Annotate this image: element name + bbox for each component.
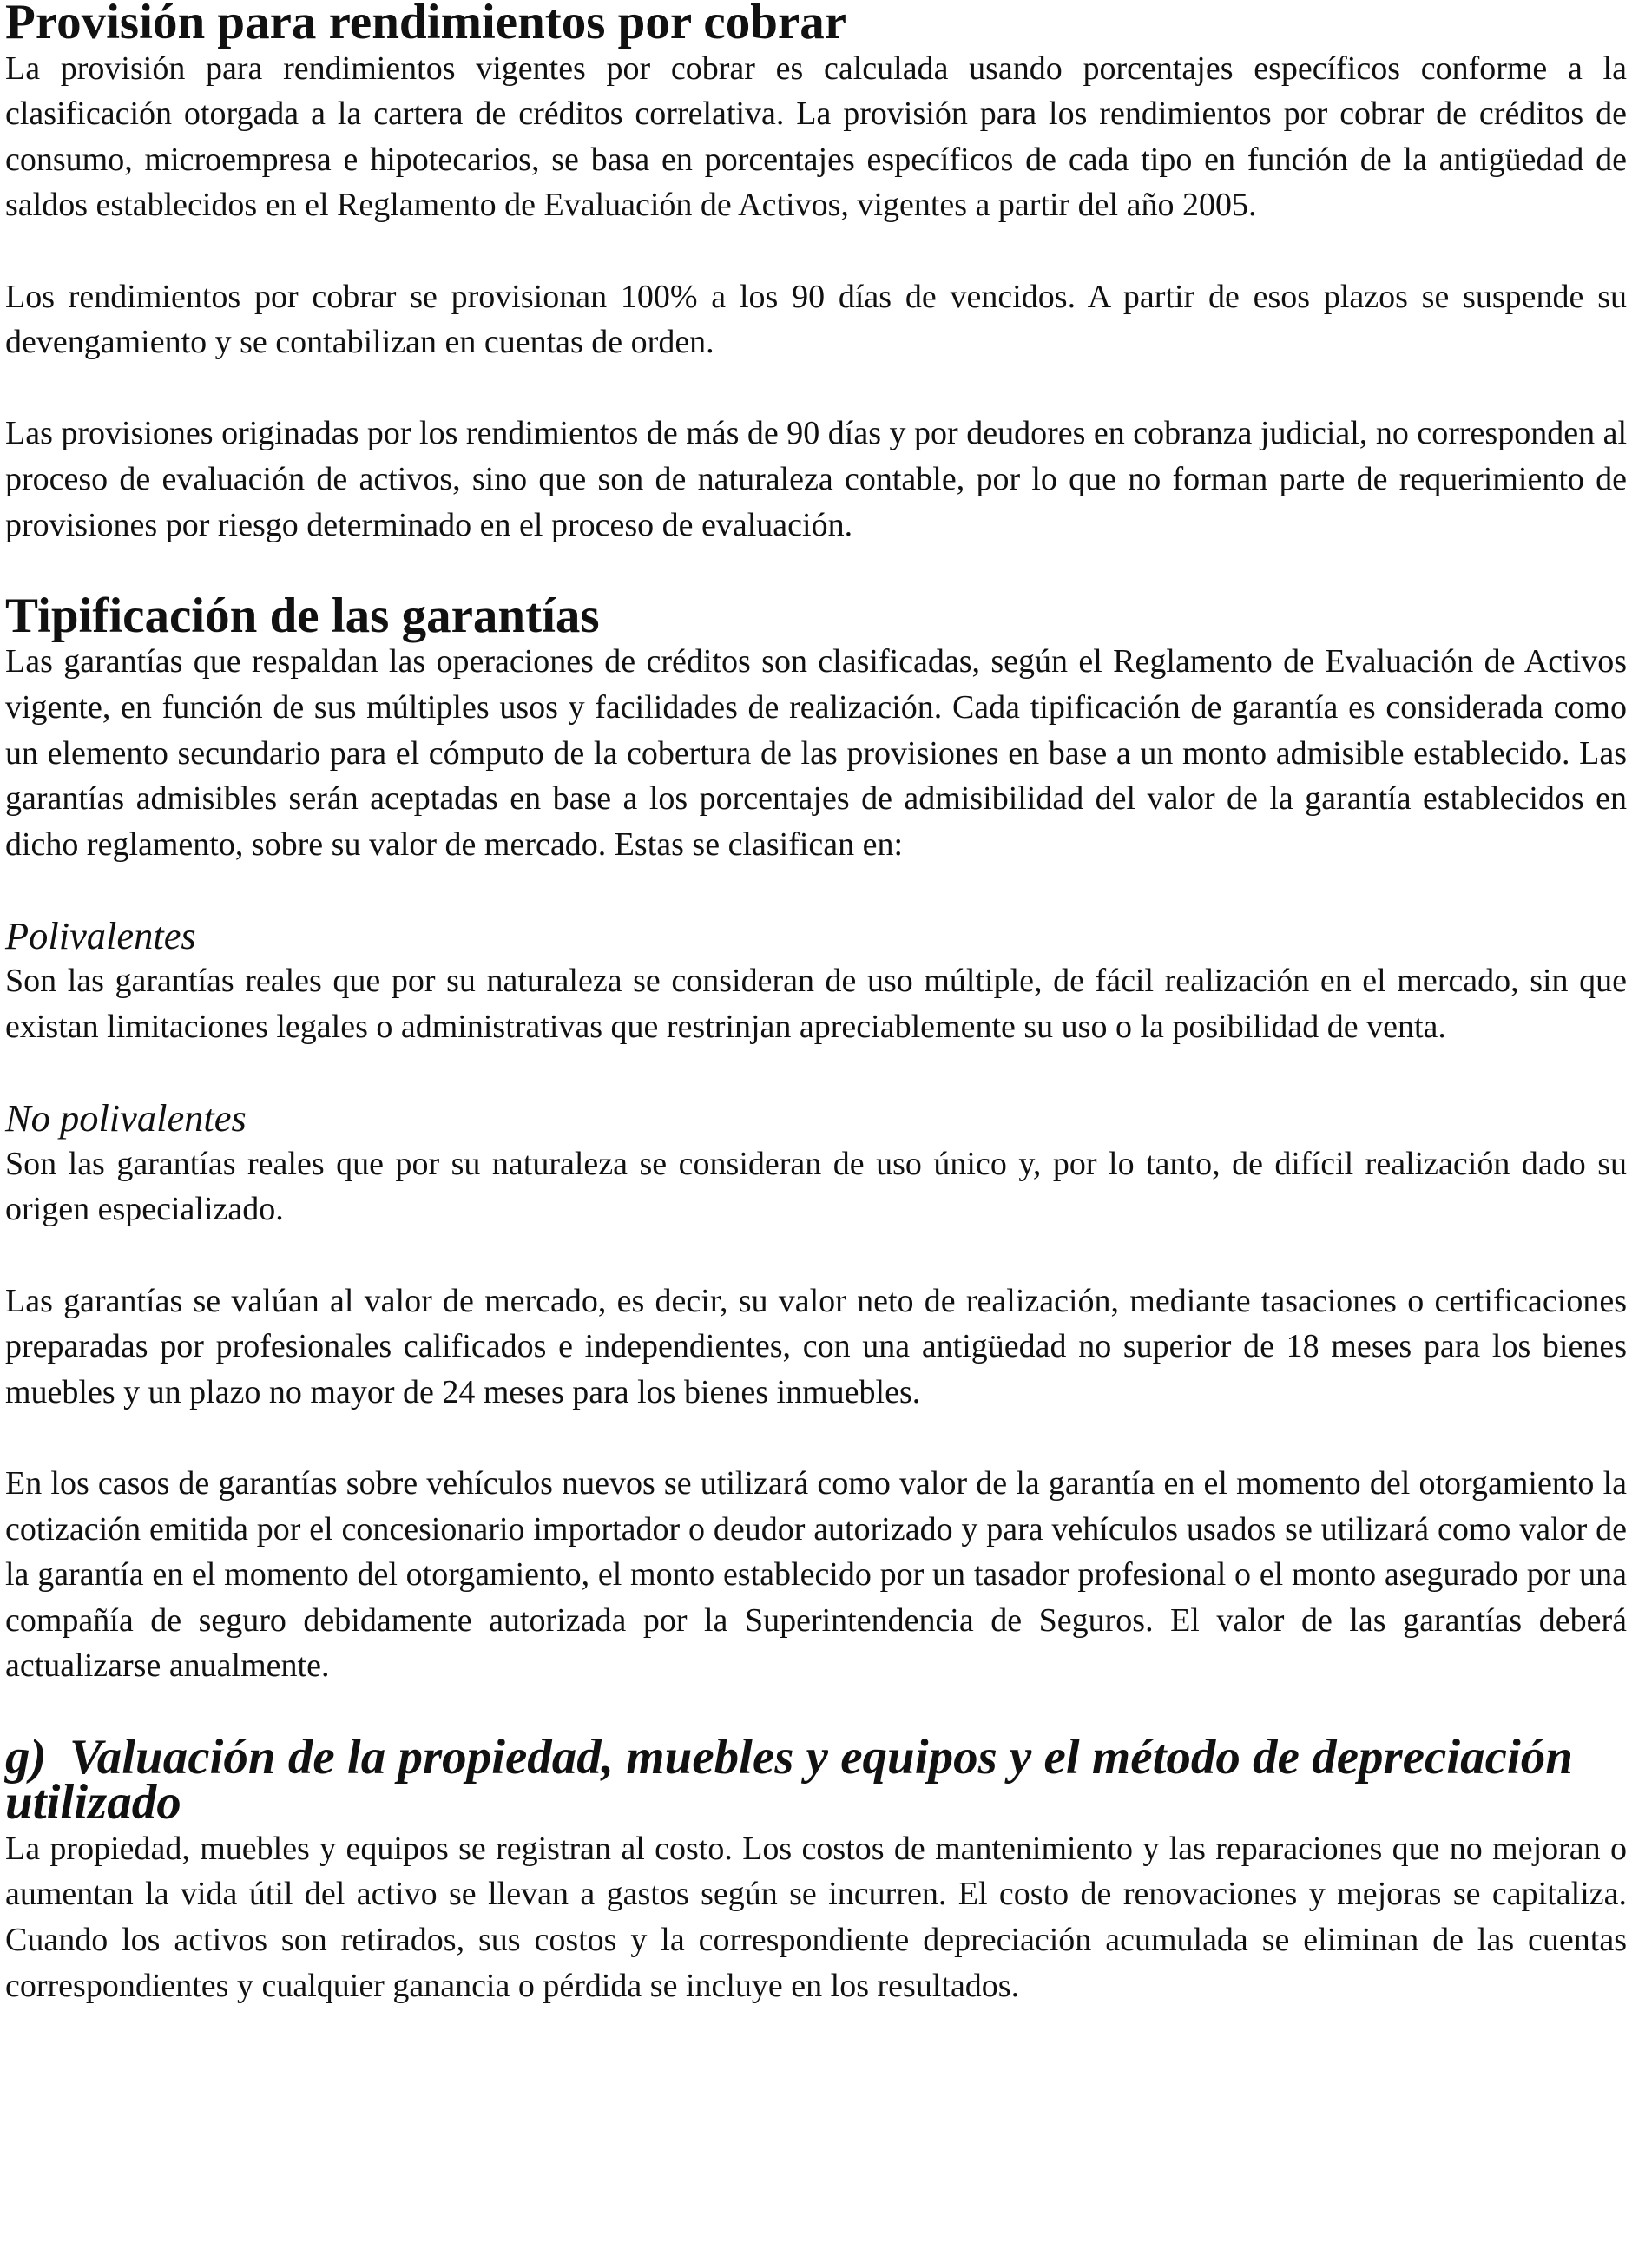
no-polivalentes-paragraph-1: Son las garantías reales que por su naturaleza se consideran de uso único y, por lo tanto, de difícil realización dado su origen especializado. <box>5 1145 1627 1228</box>
valuacion-heading <box>5 1729 1627 1831</box>
no-polivalentes-heading: No polivalentes <box>5 1096 247 1141</box>
valuacion-heading-text: Valuación de la propiedad, muebles y equipos y el método de depreciación utilizado <box>5 1729 1573 1831</box>
polivalentes-heading: Polivalentes <box>5 913 196 957</box>
no-polivalentes-paragraph-3: En los casos de garantías sobre vehículos nuevos se utilizará como valor de la garantía en el momento del otorgamiento la cotización emitida por el concesionario importador o deudor autorizado y para vehículos usados se utilizará como valor de la garantía en el momento del otorgamiento, el monto establecido por un tasador profesional o el monto asegurado por una compañía de seguro debidamente autorizada por la Superintendencia de Seguros. El valor de las garantías deberá actualizarse anualmente. <box>5 1465 1627 1685</box>
no-polivalentes-paragraph-2: Las garantías se valúan al valor de mercado, es decir, su valor neto de realización, mediante tasaciones o certificaciones preparadas por profesionales calificados e independientes, con una antigüedad no superior de 18 meses para los bienes muebles y un plazo no mayor de 24 meses para los bienes inmuebles. <box>5 1282 1627 1410</box>
polivalentes-paragraph: Son las garantías reales que por su naturaleza se consideran de uso múltiple, de fácil realización en el mercado, sin que existan limitaciones legales o administrativas que restrinjan apreciablemente su uso o la posibilidad de venta. <box>5 963 1627 1046</box>
provision-paragraph-2: Los rendimientos por cobrar se provisionan 100% a los 90 días de vencidos. A partir de esos plazos se suspende su devengamiento y se contabilizan en cuentas de orden. <box>5 278 1627 361</box>
tipificacion-paragraph: Las garantías que respaldan las operaciones de créditos son clasificadas, según el Reglamento de Evaluación de Activos vigente, en función de sus múltiples usos y facilidades de realización. Cada tipificación de garantía es considerada como un elemento secundario para el cómputo de la cobertura de las provisiones en base a un monto admisible establecido. Las garantías admisibles serán aceptadas en base a los porcentajes de admisibilidad del valor de la garantía establecidos en dicho reglamento, sobre su valor de mercado. Estas se clasifican en: <box>5 643 1627 863</box>
provision-paragraph-1: La provisión para rendimientos vigentes por cobrar es calculada usando porcentajes específicos conforme a la clasificación otorgada a la cartera de créditos correlativa. La provisión para los rendimientos por cobrar de créditos de consumo, microempresa e hipotecarios, se basa en porcentajes específicos de cada tipo en función de la antigüedad de saldos establecidos en el Reglamento de Evaluación de Activos, vigentes a partir del año 2005. <box>5 49 1627 224</box>
provision-heading: Provisión para rendimientos por cobrar <box>5 0 846 49</box>
provision-paragraph-3: Las provisiones originadas por los rendimientos de más de 90 días y por deudores en cobranza judicial, no corresponden al proceso de evaluación de activos, sino que son de naturaleza contable, por lo que no forman parte de requerimiento de provisiones por riesgo determinado en el proceso de evaluación. <box>5 415 1627 543</box>
document-page <box>5 0 1627 2008</box>
tipificacion-heading: Tipificación de las garantías <box>5 588 600 643</box>
valuacion-paragraph: La propiedad, muebles y equipos se registran al costo. Los costos de mantenimiento y las reparaciones que no mejoran o aumentan la vida útil del activo se llevan a gastos según se incurren. El costo de renovaciones y mejoras se capitaliza. Cuando los activos son retirados, sus costos y la correspondiente depreciación acumulada se eliminan de las cuentas correspondientes y cualquier ganancia o pérdida se incluye en los resultados. <box>5 1830 1627 2004</box>
valuacion-letter: g) <box>5 1729 47 1785</box>
